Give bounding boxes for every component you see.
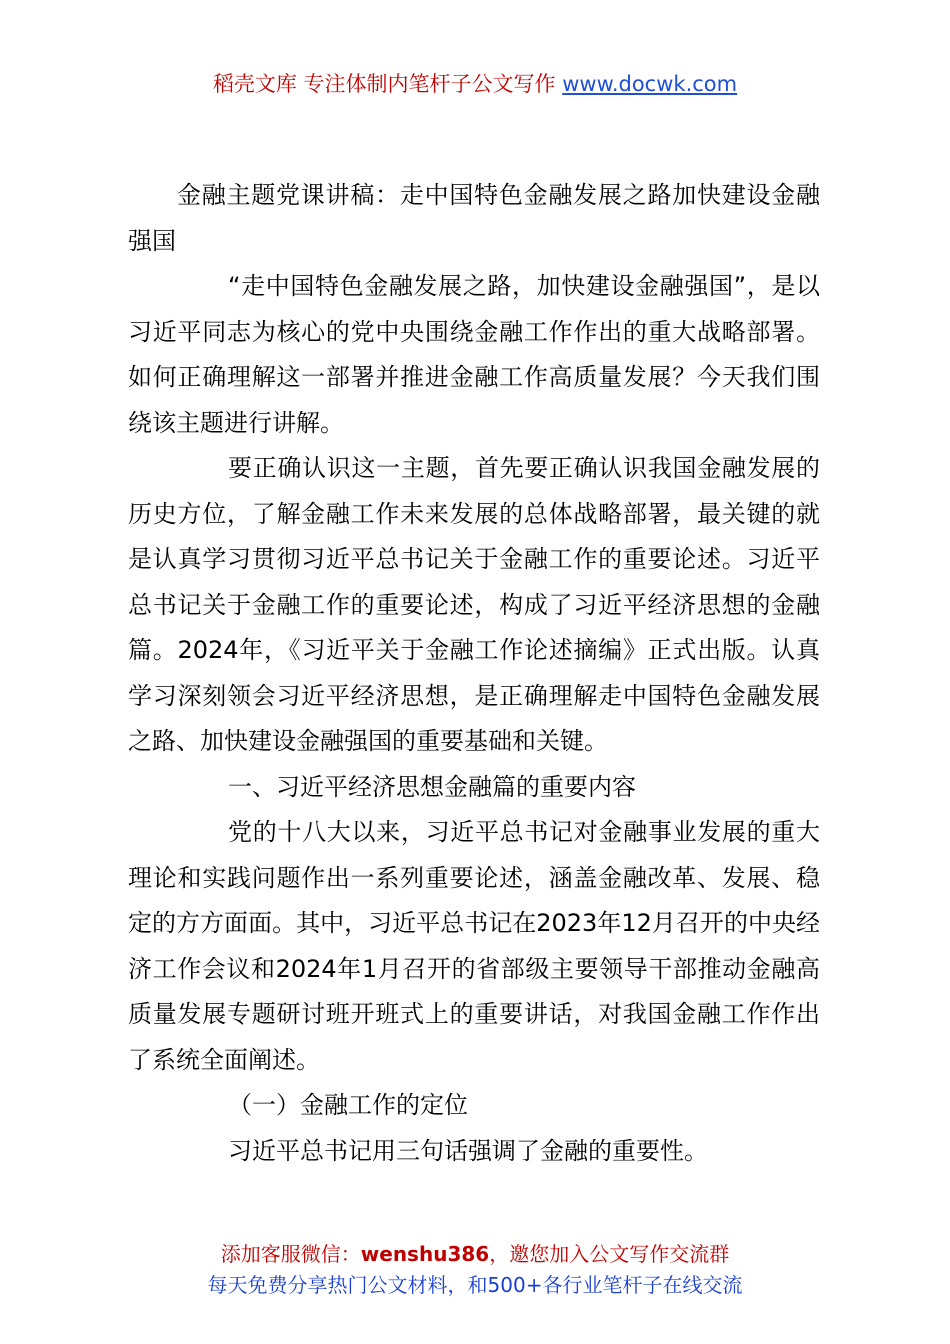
footer-promo-line: 每天免费分享热门公文材料，和500+各行业笔杆子在线交流	[207, 1273, 743, 1297]
page-footer	[0, 1239, 950, 1301]
section-heading-1: 一、习近平经济思想金融篇的重要内容	[228, 772, 636, 801]
paragraph-since-18th: 党的十八大以来，习近平总书记对金融事业发展的重大理论和实践问题作出一系列重要论述，涵盖金融改革、发展、稳定的方方面面。其中，习近平总书记在2023年12月召开的中央经济工作会议和2024年1月召开的省部级主要领导干部推动金融高质量发展专题研讨班开班式上的重要讲话，对我国金融工作作出了系统全面阐述。	[128, 818, 820, 1074]
website-link[interactable]: www.docwk.com	[562, 72, 738, 96]
brand-slogan: 稻壳文库 专注体制内笔杆子公文写作	[212, 72, 563, 96]
subsection-heading-1: （一）金融工作的定位	[228, 1091, 468, 1119]
document-title: 金融主题党课讲稿：走中国特色金融发展之路加快建设金融强国	[128, 181, 820, 255]
paragraph-intro: “走中国特色金融发展之路，加快建设金融强国”，是以习近平同志为核心的党中央围绕金融工作作出的重大战略部署。如何正确理解这一部署并推进金融工作高质量发展？今天我们围绕该主题进行讲解。	[128, 272, 820, 437]
page-header	[0, 68, 950, 100]
document-body	[128, 173, 820, 1174]
wechat-id: wenshu386	[360, 1242, 490, 1266]
footer-contact-suffix: ，邀您加入公文写作交流群	[489, 1242, 730, 1266]
paragraph-understanding: 要正确认识这一主题，首先要正确认识我国金融发展的历史方位，了解金融工作未来发展的总体战略部署，最关键的就是认真学习贯彻习近平总书记关于金融工作的重要论述。习近平总书记关于金融工作的重要论述，构成了习近平经济思想的金融篇。2024年，《习近平关于金融工作论述摘编》正式出版。认真学习深刻领会习近平经济思想，是正确理解走中国特色金融发展之路、加快建设金融强国的重要基础和关键。	[128, 454, 820, 755]
footer-contact-line	[0, 1239, 950, 1270]
paragraph-importance: 习近平总书记用三句话强调了金融的重要性。	[228, 1136, 708, 1165]
footer-contact-prefix: 添加客服微信：	[220, 1242, 361, 1266]
